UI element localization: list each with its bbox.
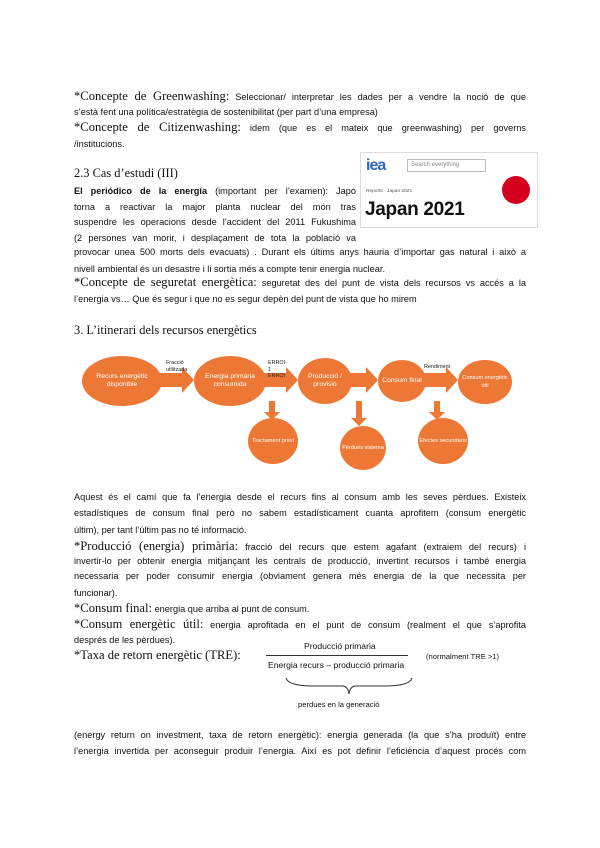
tail-line: (energy return on investment, taxa de retorn energètic): energia generada (la que s’ha produït) entre [74, 730, 526, 740]
tre-note: (normalment TRE >1) [426, 652, 500, 661]
brace-label: perdues en la generació [298, 700, 380, 709]
report-cover-panel [361, 153, 485, 227]
report-breadcrumb: Reports · Japan 2021 [366, 189, 413, 194]
report-title: Japan 2021 [365, 199, 465, 220]
case-study-line: torna a reactivar la major planta nuclear del món tras [74, 201, 356, 212]
node-efectes: Efectes secundaris [418, 418, 468, 464]
security-text: seguretat des del punt de vista dels recursos vs accés a la [256, 278, 526, 288]
curly-brace-icon [284, 676, 414, 698]
def-util-line-2: després de les pèrdues). [74, 635, 176, 645]
citizenwashing-line-1 [74, 120, 526, 135]
case-study-heading: 2.3 Cas d’estudi (III) [74, 166, 178, 180]
section-3-heading: 3. L’itinerari dels recursos energètics [74, 323, 257, 337]
greenwashing-line-2: s’està fent una política/estratègia de sostenibilitat (per part d’una empresa) [74, 107, 378, 117]
citizenwashing-line-2: /institucions. [74, 139, 125, 149]
def-util-text: energia aprofitada en el punt de consum (realment el que s’aprofita [203, 620, 527, 630]
flag-sun [502, 176, 530, 204]
label-fraccio: Fracció utilitzada [166, 360, 188, 373]
node-produccio: Producció / provisió [298, 358, 352, 404]
body-line: estadístiques de consum final però no sabem estadísticament cuanta aprofitem (consum energètic [74, 508, 526, 518]
body-line: Aquest és el camí que fa l’energia desde el recurs fins al consum amb les seves pèrdues. Existeix [74, 492, 526, 502]
body-line: últim), per tant l’últim pas no té informació. [74, 525, 247, 535]
def-consum-final [74, 601, 526, 618]
def-consum-final-term: *Consum final: [74, 601, 153, 615]
tre-formula [260, 640, 530, 715]
security-line-1 [74, 275, 526, 290]
node-recurs: Recurs energètic disponible [82, 356, 162, 406]
node-perdues: Pèrdues sistema [340, 426, 386, 470]
def-util-line-1 [74, 617, 526, 632]
case-study-line: suspendre les operacions desde l’accident del 2011 Fukushima [74, 217, 356, 228]
energy-itinerary-diagram [82, 356, 532, 482]
tre-term: *Taxa de retorn energètic (TRE): [74, 648, 241, 662]
node-tractament: Tractament previ [248, 418, 298, 464]
search-box: Search everything [407, 159, 486, 172]
case-study-line: (2 persones van morir, i desplaçament de tota la població va [74, 232, 356, 243]
case-study-line-wide: nivell ambiental és un desastre i li sortia més a compte tenir energia nuclear. [74, 264, 386, 274]
greenwashing-text: Seleccionar/ interpretar les dades per a vendre la noció de que [229, 92, 526, 102]
case-study-paragraph [74, 184, 356, 246]
japan-flag-icon [489, 157, 537, 223]
case-study-line-wide: provocar unea 500 morts dels evacuats) . Durant els últims anys hauria d’importar gas natural i això a [74, 247, 526, 257]
greenwashing-term: *Concepte de Greenwashing: [74, 89, 230, 103]
citizenwashing-term: *Concepte de Citizenwashing: [74, 120, 241, 134]
tail-line: l’energia invertida per aconseguir produir l’energia. Així es pot definir l’eficiència d’aquest procés com [74, 746, 526, 756]
def-util-term: *Consum energètic útil: [74, 617, 204, 631]
node-energia-primaria: Energia primària consumida [194, 356, 266, 406]
def-produccio-term: *Producció (energia) primària: [74, 539, 239, 553]
node-consum-final: Consum final [378, 360, 426, 402]
case-study-line: (important per l’examen): Japó [207, 186, 356, 196]
japan-2021-report-image [360, 152, 538, 228]
tre-numerator: Producció primaria [304, 641, 376, 651]
security-term: *Concepte de seguretat energètica: [74, 275, 257, 289]
case-study-source: El periódico de la energía [74, 186, 208, 196]
greenwashing-line-1 [74, 89, 526, 104]
label-rendiment: Rendiment [424, 364, 451, 370]
def-produccio-text: fracció del recurs que estem agafant (extraiem del recurs) i [238, 542, 526, 552]
node-consum-util: Consum energètic útil [458, 360, 512, 404]
iea-logo: iea [366, 157, 386, 174]
def-produccio-line: invertir-lo per obtenir energia mitjançant les centrals de producció, invertint recursos i també energia [74, 556, 526, 566]
def-consum-final-text: energia que arriba al punt de consum. [152, 604, 310, 614]
citizenwashing-text: idem (que es el mateix que greenwashing) per governs [240, 123, 527, 133]
tre-denominator: Energia recurs – producció primaria [268, 660, 405, 670]
fraction-bar [266, 655, 408, 656]
def-produccio-line: funcionar). [74, 588, 118, 598]
arrow-down-2 [351, 401, 367, 426]
security-line-2: l’energia vs… Que és segur i que no es segur depèn del punt de vista que ho mirem [74, 294, 417, 304]
def-produccio-line-1 [74, 539, 526, 554]
arrow-4 [422, 367, 458, 393]
def-produccio-line: necessaria per poder consumir energia (obviament genera més energia de la que necessita per [74, 571, 526, 581]
label-erroi: ERROI-1 ERROI [268, 360, 287, 379]
